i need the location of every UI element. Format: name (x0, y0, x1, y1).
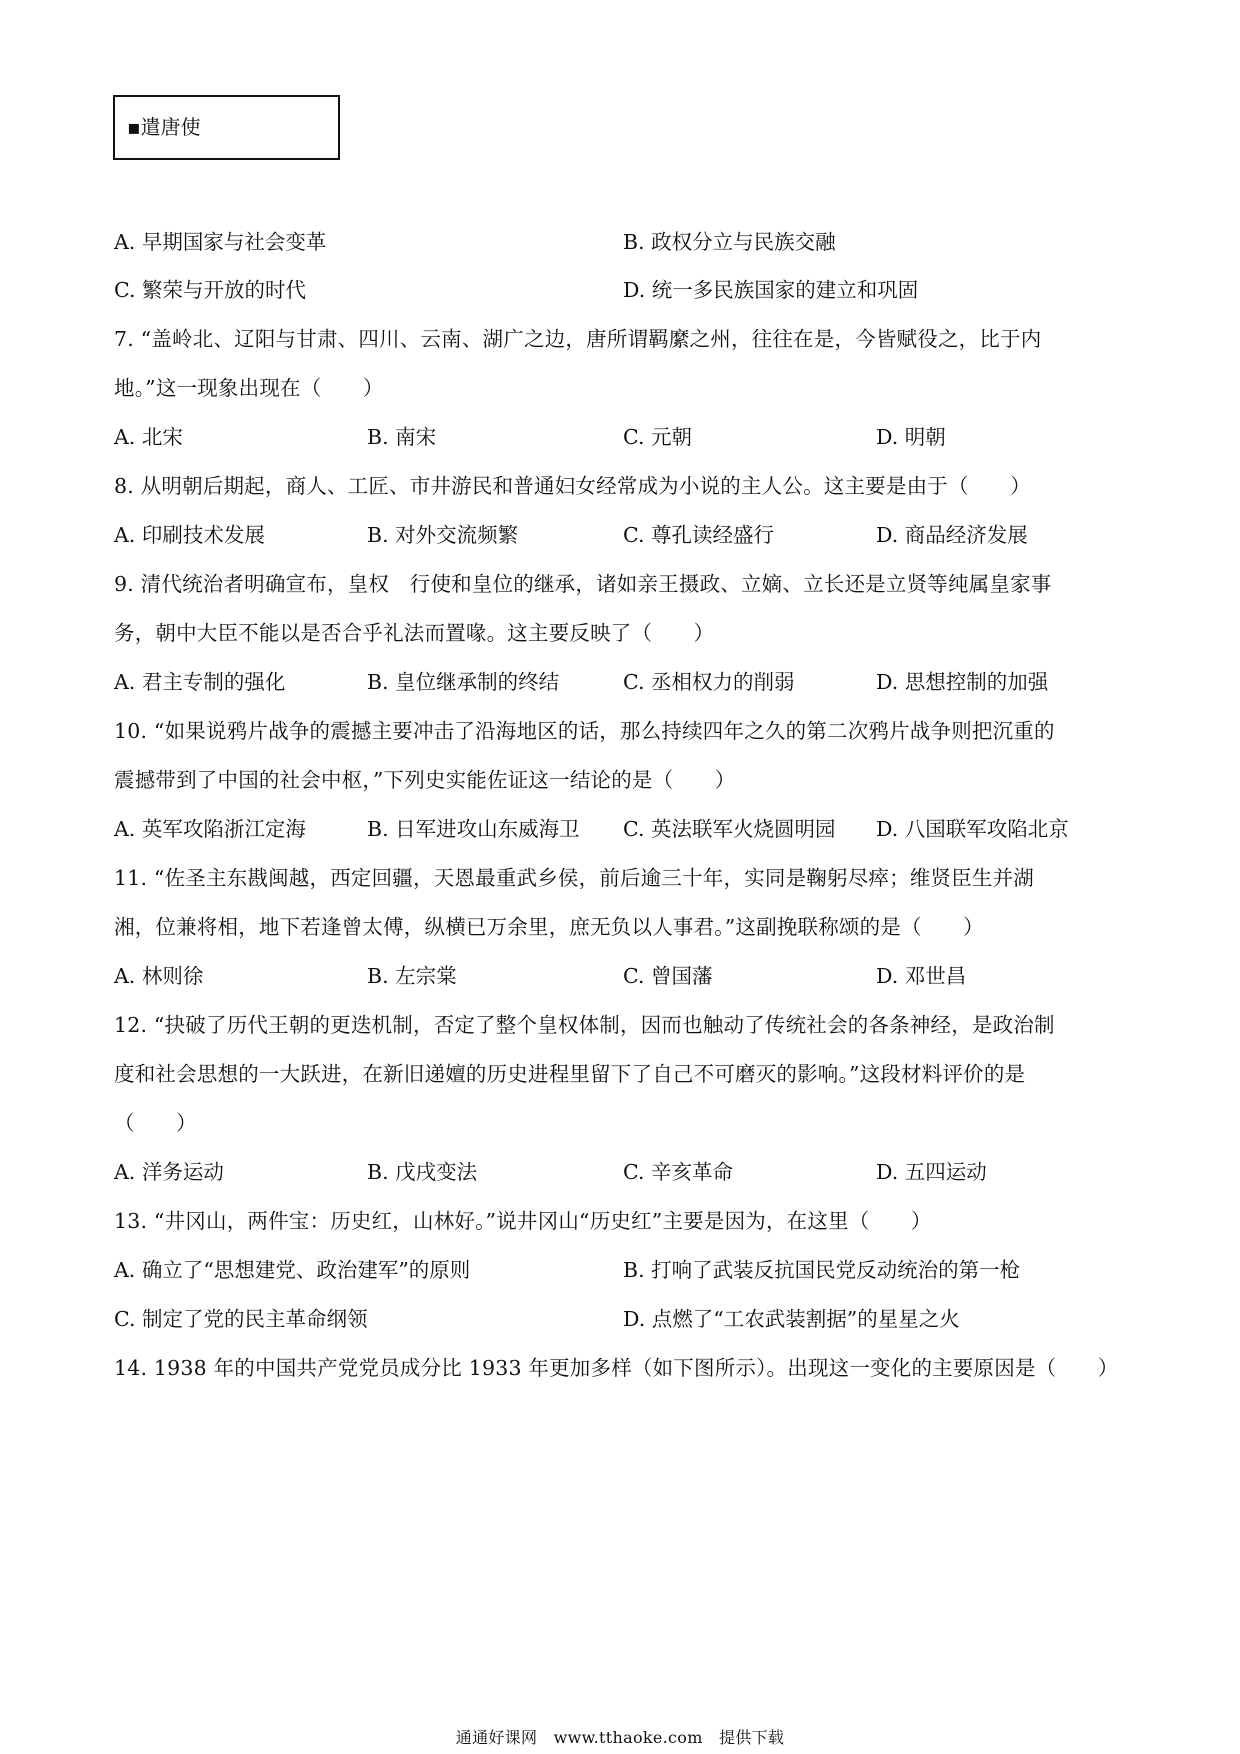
q6-option-a: A. 早期国家与社会变革 (114, 230, 327, 254)
q12-option-c: C. 辛亥革命 (623, 1160, 733, 1184)
q9-option-a: A. 君主专制的强化 (114, 670, 286, 694)
q13-stem-line1: 13. “井冈山，两件宝：历史红，山林好。”说井冈山“历史红”主要是因为，在这里（ ） (114, 1209, 932, 1233)
q7-option-a: A. 北宋 (114, 425, 183, 449)
q13-option-d: D. 点燃了“工农武装割据”的星星之火 (623, 1307, 960, 1331)
q6-option-d: D. 统一多民族国家的建立和巩固 (623, 278, 919, 302)
q7-option-c: C. 元朝 (623, 425, 692, 449)
q14-stem-line1: 14. 1938 年的中国共产党党员成分比 1933 年更加多样（如下图所示）。出现这一变化的主要原因是（ ） (114, 1356, 1119, 1380)
q10-option-c: C. 英法联军火烧圆明园 (623, 817, 836, 841)
q10-option-a: A. 英军攻陷浙江定海 (114, 817, 306, 841)
q12-option-d: D. 五四运动 (876, 1160, 987, 1184)
q13-option-c: C. 制定了党的民主革命纲领 (114, 1307, 368, 1331)
q12-option-a: A. 洋务运动 (114, 1160, 224, 1184)
q8-option-a: A. 印刷技术发展 (114, 523, 265, 547)
q12-stem-line1: 12. “抉破了历代王朝的更迭机制，否定了整个皇权体制，因而也触动了传统社会的各条神经，是政治制 (114, 1013, 1055, 1037)
q9-option-d: D. 思想控制的加强 (876, 670, 1049, 694)
q7-stem-line1: 7. “盖岭北、辽阳与甘肃、四川、云南、湖广之边，唐所谓羁縻之州，往往在是，今皆赋役之，比于内 (114, 327, 1042, 351)
q9-stem-line2: 务，朝中大臣不能以是否合乎礼法而置喙。这主要反映了（ ） (114, 621, 715, 645)
q7-stem-line2: 地。”这一现象出现在（ ） (114, 376, 384, 400)
q11-option-a: A. 林则徐 (114, 964, 204, 988)
q10-stem-line1: 10. “如果说鸦片战争的震撼主要冲击了沿海地区的话，那么持续四年之久的第二次鸦片战争则把沉重的 (114, 719, 1055, 743)
q8-option-b: B. 对外交流频繁 (367, 523, 519, 547)
q9-option-b: B. 皇位继承制的终结 (367, 670, 560, 694)
q10-stem-line2: 震撼带到了中国的社会中枢，”下列史实能佐证这一结论的是（ ） (114, 768, 736, 792)
q13-option-b: B. 打响了武装反抗国民党反动统治的第一枪 (623, 1258, 1021, 1282)
q11-stem-line2: 湘，位兼将相，地下若逢曾太傅，纵横已万余里，庶无负以人事君。”这副挽联称颂的是（ ） (114, 915, 984, 939)
q12-option-b: B. 戊戌变法 (367, 1160, 478, 1184)
q13-option-a: A. 确立了“思想建党、政治建军”的原则 (114, 1258, 471, 1282)
q10-option-d: D. 八国联军攻陷北京 (876, 817, 1069, 841)
page-footer: 通通好课网 www.tthaoke.com 提供下载 (455, 1728, 785, 1747)
q11-option-b: B. 左宗棠 (367, 964, 457, 988)
q9-option-c: C. 丞相权力的削弱 (623, 670, 795, 694)
q7-option-b: B. 南宋 (367, 425, 437, 449)
q7-option-d: D. 明朝 (876, 425, 946, 449)
q12-stem-line3: （ ） (114, 1111, 197, 1135)
q6-option-b: B. 政权分立与民族交融 (623, 230, 836, 254)
q11-option-d: D. 邓世昌 (876, 964, 967, 988)
boxed-keyword: ▪遣唐使 (113, 95, 340, 160)
q9-stem-line1: 9. 清代统治者明确宣布，皇权 行使和皇位的继承，诸如亲王摄政、立嫡、立长还是立贤等纯属皇家事 (114, 572, 1052, 596)
q8-option-d: D. 商品经济发展 (876, 523, 1028, 547)
q8-option-c: C. 尊孔读经盛行 (623, 523, 774, 547)
q11-option-c: C. 曾国藩 (623, 964, 713, 988)
q8-stem-line1: 8. 从明朝后期起，商人、工匠、市井游民和普通妇女经常成为小说的主人公。这主要是由于（ ） (114, 474, 1031, 498)
q10-option-b: B. 日军进攻山东威海卫 (367, 817, 580, 841)
q6-option-c: C. 繁荣与开放的时代 (114, 278, 306, 302)
q12-stem-line2: 度和社会思想的一大跃进，在新旧递嬗的历史进程里留下了自己不可磨灭的影响。”这段材料评价的是 (114, 1062, 1026, 1086)
q11-stem-line1: 11. “佐圣主东戡闽越，西定回疆，天恩最重武乡侯，前后逾三十年，实同是鞠躬尽瘁；维贤臣生并湖 (114, 866, 1034, 890)
